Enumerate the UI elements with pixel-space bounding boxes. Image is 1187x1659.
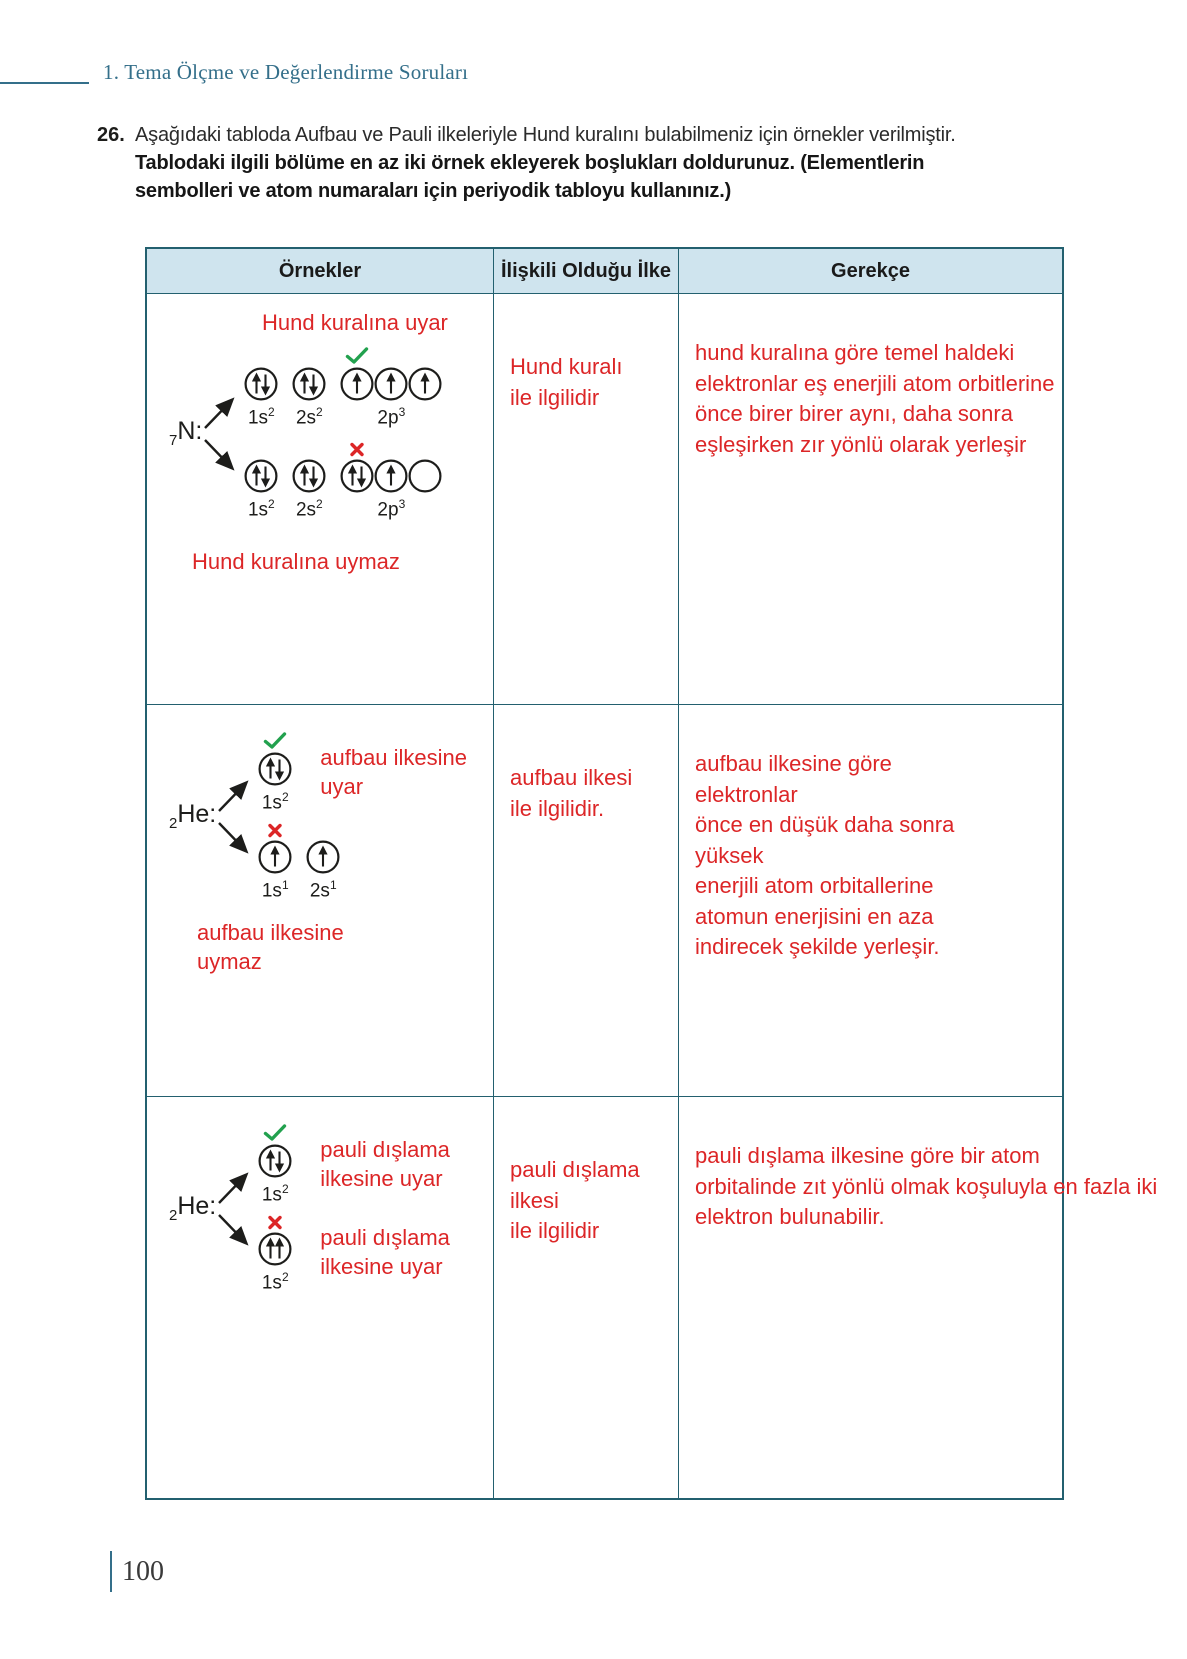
principle-cell-hund bbox=[494, 294, 679, 705]
reason-line: elektron bulunabilir. bbox=[695, 1204, 885, 1229]
orbital-cell bbox=[374, 346, 408, 401]
orbital-group bbox=[244, 346, 278, 428]
examples-cell-pauli bbox=[147, 1097, 494, 1498]
orbital-circle bbox=[408, 367, 442, 401]
branch-arrows-icon bbox=[217, 1156, 255, 1260]
principle-cell-aufbau bbox=[494, 705, 679, 1097]
orbital-group bbox=[258, 819, 292, 901]
orbital-diagram-nitrogen bbox=[167, 346, 489, 521]
orbital-circle bbox=[292, 367, 326, 401]
orbital-group bbox=[306, 819, 340, 901]
branch-arrows-icon bbox=[217, 764, 255, 868]
orbital-group bbox=[244, 438, 278, 520]
orbital-diagram-helium-pauli bbox=[167, 1123, 489, 1294]
orbital-cell bbox=[258, 1123, 292, 1178]
examples-cell-hund bbox=[147, 294, 494, 705]
orbital-label: $1s^2$ bbox=[261, 1182, 289, 1206]
reason-cell-pauli bbox=[679, 1097, 1158, 1498]
element-symbol: $_7$N: bbox=[169, 417, 203, 450]
orbital-config bbox=[258, 731, 467, 813]
orbital-label: $2s^2$ bbox=[295, 497, 323, 521]
orbital-circle bbox=[374, 367, 408, 401]
reason-line: elektronlar eş enerjili atom orbitlerine bbox=[695, 370, 1055, 396]
orbital-label: $1s^2$ bbox=[247, 497, 275, 521]
check-icon bbox=[262, 1123, 288, 1142]
reason-line: orbitalinde zıt yönlü olmak koşuluyla en fazla iki bbox=[695, 1173, 1158, 1199]
orbital-cell bbox=[340, 438, 374, 493]
reason-cell-hund bbox=[679, 294, 1062, 705]
page-number: 100 bbox=[122, 1556, 164, 1587]
orbital-cell bbox=[244, 346, 278, 401]
reason-line: indirecek şekilde yerleşir. bbox=[695, 934, 940, 959]
orbital-cell bbox=[258, 1211, 292, 1266]
orbital-circle bbox=[258, 1144, 292, 1178]
orbital-circle bbox=[244, 459, 278, 493]
reason-line: yüksek bbox=[695, 842, 764, 868]
orbital-circle bbox=[340, 367, 374, 401]
reason-line: pauli dışlama ilkesine göre bir atom bbox=[695, 1143, 1040, 1168]
question-intro: Aşağıdaki tabloda Aufbau ve Pauli ilkeleriyle Hund kuralını bulabilmeniz için örnekler verilmiştir. bbox=[135, 124, 956, 146]
principle-line: aufbau ilkesi bbox=[510, 765, 633, 790]
orbital-cell bbox=[408, 346, 442, 401]
config-caption: pauli dışlama ilkesine uyar bbox=[320, 1137, 450, 1192]
branch-arrows-icon bbox=[203, 371, 241, 495]
orbital-diagram-helium-aufbau bbox=[167, 731, 489, 902]
caption-aufbau-uymaz bbox=[197, 918, 489, 976]
caption-hund-uyar: Hund kuralına uyar bbox=[262, 310, 448, 335]
answer-table bbox=[145, 247, 1158, 1500]
orbital-label: $1s^1$ bbox=[261, 878, 289, 902]
orbital-label: $2p^3$ bbox=[377, 497, 406, 521]
orbital-config bbox=[258, 1211, 450, 1293]
question-number: 26. bbox=[97, 124, 125, 146]
cross-icon bbox=[349, 441, 366, 458]
principle-line: ile ilgilidir. bbox=[510, 795, 605, 821]
orbital-label: $1s^2$ bbox=[261, 1270, 289, 1294]
config-caption: aufbau ilkesine uyar bbox=[320, 745, 468, 800]
caption-line: aufbau ilkesine bbox=[197, 919, 344, 945]
orbital-circle bbox=[258, 752, 292, 786]
reason-line: aufbau ilkesine göre bbox=[695, 751, 892, 776]
principle-line: ilkesi bbox=[510, 1187, 559, 1213]
principle-line: Hund kuralı bbox=[510, 354, 623, 379]
orbital-group bbox=[258, 1123, 292, 1205]
caption-hund-uymaz: Hund kuralına uymaz bbox=[192, 548, 400, 574]
column-header-gerekce: Gerekçe bbox=[679, 249, 1062, 294]
orbital-group bbox=[258, 731, 292, 813]
orbital-label: $1s^2$ bbox=[247, 405, 275, 429]
orbital-group bbox=[340, 346, 442, 428]
question-text bbox=[135, 121, 1002, 205]
orbital-cell bbox=[306, 819, 340, 874]
reason-cell-aufbau bbox=[679, 705, 1062, 1097]
orbital-circle bbox=[292, 459, 326, 493]
cross-icon bbox=[267, 822, 284, 839]
orbital-circle bbox=[258, 840, 292, 874]
principle-line: pauli dışlama bbox=[510, 1157, 640, 1182]
orbital-circle bbox=[374, 459, 408, 493]
principle-cell-pauli bbox=[494, 1097, 679, 1498]
footer-rule bbox=[110, 1551, 112, 1592]
orbital-cell bbox=[258, 819, 292, 874]
orbital-label: $2s^2$ bbox=[295, 405, 323, 429]
principle-line: ile ilgilidir bbox=[510, 1218, 600, 1243]
examples-cell-aufbau bbox=[147, 705, 494, 1097]
orbital-group bbox=[258, 1211, 292, 1293]
element-symbol: $_2$He: bbox=[169, 1192, 217, 1225]
orbital-circle bbox=[244, 367, 278, 401]
reason-line: önce birer birer aynı, daha sonra bbox=[695, 401, 1013, 426]
reason-line: önce en düşük daha sonra bbox=[695, 812, 955, 837]
orbital-cell bbox=[374, 438, 408, 493]
orbital-cell bbox=[244, 438, 278, 493]
page-header bbox=[0, 60, 1187, 94]
question-instruction: Tablodaki ilgili bölüme en az iki örnek ekleyerek boşlukları doldurunuz. (Elementlerin sembolleri ve atom numaraları için periyodik tabloyu kullanınız.) bbox=[135, 152, 925, 202]
column-header-ilke: İlişkili Olduğu İlke bbox=[494, 249, 679, 294]
orbital-circle bbox=[408, 459, 442, 493]
check-icon bbox=[262, 731, 288, 750]
orbital-cell bbox=[258, 731, 292, 786]
orbital-label: $2s^1$ bbox=[309, 878, 337, 902]
orbital-cell bbox=[292, 346, 326, 401]
reason-line: enerjili atom orbitallerine bbox=[695, 873, 934, 898]
section-title: 1. Tema Ölçme ve Değerlendirme Soruları bbox=[103, 60, 469, 84]
element-symbol: $_2$He: bbox=[169, 800, 217, 833]
orbital-config bbox=[258, 819, 467, 901]
orbital-config bbox=[258, 1123, 450, 1205]
orbital-cell bbox=[340, 346, 374, 401]
orbital-group bbox=[292, 346, 326, 428]
reason-line: eşleşirken zır yönlü olarak yerleşir bbox=[695, 431, 1027, 457]
reason-line: atomun enerjisini en aza bbox=[695, 903, 934, 929]
orbital-label: $1s^2$ bbox=[261, 790, 289, 814]
reason-line: hund kuralına göre temel haldeki bbox=[695, 340, 1015, 365]
orbital-label: $2p^3$ bbox=[377, 405, 406, 429]
principle-line: ile ilgilidir bbox=[510, 384, 600, 410]
orbital-group bbox=[292, 438, 326, 520]
orbital-cell bbox=[292, 438, 326, 493]
column-header-ornekler: Örnekler bbox=[147, 249, 494, 294]
orbital-config bbox=[244, 346, 442, 428]
orbital-circle bbox=[306, 840, 340, 874]
orbital-circle bbox=[340, 459, 374, 493]
reason-line: elektronlar bbox=[695, 781, 798, 807]
header-rule bbox=[0, 82, 89, 84]
orbital-config bbox=[244, 438, 442, 520]
question-26 bbox=[97, 121, 1002, 205]
caption-line: uymaz bbox=[197, 948, 262, 974]
orbital-circle bbox=[258, 1232, 292, 1266]
config-caption: pauli dışlama ilkesine uyar bbox=[320, 1225, 450, 1280]
orbital-group bbox=[340, 438, 442, 520]
cross-icon bbox=[267, 1214, 284, 1231]
orbital-cell bbox=[408, 438, 442, 493]
check-icon bbox=[344, 346, 370, 365]
